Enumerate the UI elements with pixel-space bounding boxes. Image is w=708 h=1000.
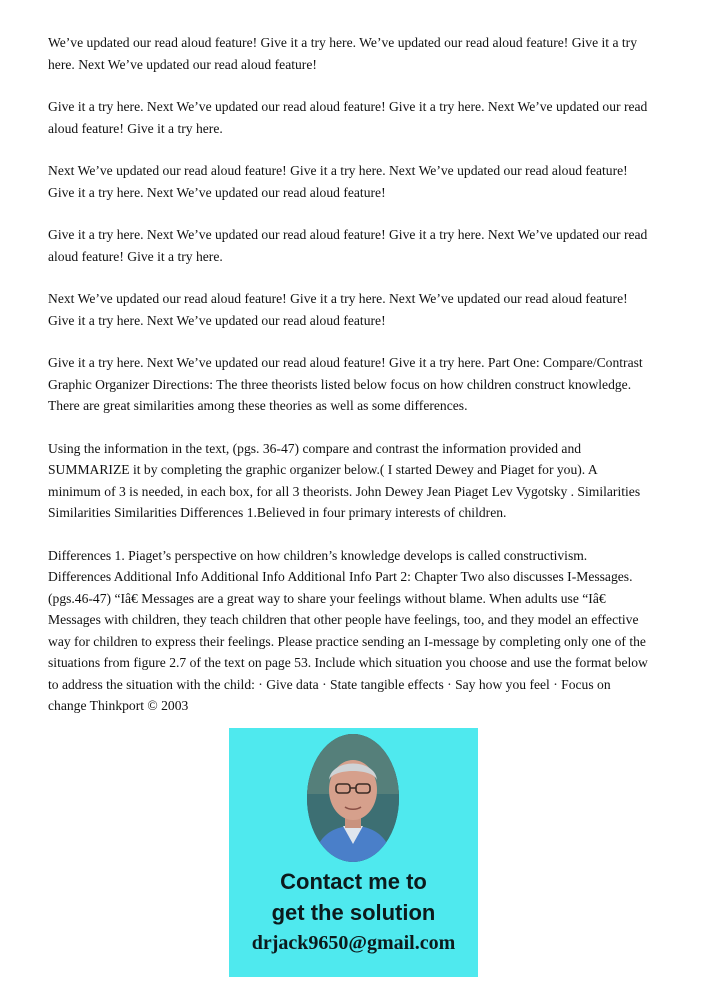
paragraph-7: Using the information in the text, (pgs. 36-47) compare and contrast the information provided and SUMMARIZE it by completing the graphic organizer below.( I started Dewey and Piaget for you). A minimum of 3 is needed, in each box, for all 3 theorists. John Dewey Jean Piaget Lev Vygotsky . Similarities Similarities Similarities Differences 1.Believed in four primary interests of children. — [48, 440, 641, 520]
promo-headline-line2: get the solution — [271, 900, 436, 925]
paragraph-2: Give it a try here. Next We’ve updated our read aloud feature! Give it a try here. Next We’ve updated our read aloud feature! Give it a try here. — [48, 99, 648, 136]
paragraph-5: Next We’ve updated our read aloud feature! Give it a try here. Next We’ve updated our read aloud feature! Give it a try here. Next We’ve updated our read aloud feature! — [48, 291, 628, 328]
document-body — [48, 32, 648, 738]
paragraph-4: Give it a try here. Next We’ve updated our read aloud feature! Give it a try here. Next We’ve updated our read aloud feature! Give it a try here. — [48, 227, 648, 264]
contact-promo-banner[interactable] — [229, 728, 478, 977]
paragraph-6: Give it a try here. Next We’ve updated our read aloud feature! Give it a try here. Part One: Compare/Contrast Graphic Organizer Directions: The three theorists listed below focus on how children construct knowledge. There are great similarities among these theories as well as some differences. — [48, 355, 643, 413]
paragraph-3: Next We’ve updated our read aloud feature! Give it a try here. Next We’ve updated our read aloud feature! Give it a try here. Next We’ve updated our read aloud feature! — [48, 163, 628, 200]
profile-photo-illustration — [307, 734, 399, 862]
paragraph-1: We’ve updated our read aloud feature! Give it a try here. We’ve updated our read aloud feature! Give it a try here. Next We’ve updated our read aloud feature! — [48, 35, 637, 72]
contact-email-link[interactable]: drjack9650@gmail.com — [251, 932, 456, 954]
profile-photo — [307, 734, 399, 862]
paragraph-8: Differences 1. Piaget’s perspective on how children’s knowledge develops is called constructivism. Differences Additional Info Additional Info Additional Info Part 2: Chapter Two also discusses I-Messages. (pgs.46-47) “Iâ€ Messages are a great way to share your feelings without blame. When adults use “Iâ€ Messages with children, they teach children that other people have feelings, too, and they model an effective way for children to express their feelings. Please practice sending an I-message by completing only one of the situations from figure 2.7 of the text on page 53. Include which situation you choose and use the format below to address the situation with the child: · Give data · State tangible effects · Say how you feel · Focus on change Thinkport © 2003 — [48, 547, 648, 713]
promo-headline-line1: Contact me to — [280, 869, 427, 894]
